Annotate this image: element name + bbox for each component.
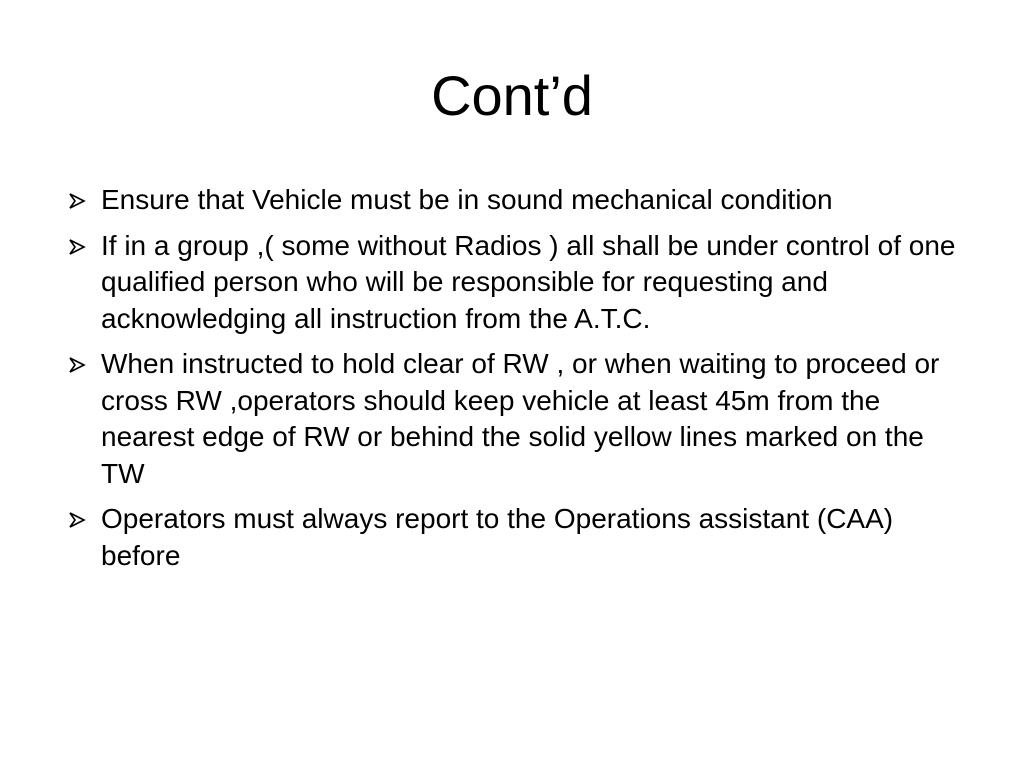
arrowhead-bullet-icon — [68, 238, 86, 256]
bullet-item — [68, 346, 968, 492]
bullet-text: When instructed to hold clear of RW , or when waiting to proceed or cross RW ,operators should keep vehicle at least 45m from the nearest edge of RW or behind the solid yellow lines marked on the TW — [101, 348, 940, 489]
bullet-item — [68, 501, 968, 574]
slide-title: Cont’d — [431, 64, 593, 127]
arrowhead-bullet-icon — [68, 192, 86, 210]
bullet-text: If in a group ,( some without Radios ) all shall be under control of one qualified person who will be responsible for requesting and acknowledging all instruction from the A.T.C. — [101, 229, 956, 334]
arrowhead-bullet-icon — [68, 356, 86, 374]
bullet-item — [68, 228, 968, 338]
bullet-list — [68, 182, 968, 583]
bullet-item — [68, 182, 968, 219]
arrowhead-bullet-icon — [68, 511, 86, 529]
bullet-text: Operators must always report to the Operations assistant (CAA) before — [101, 503, 894, 571]
bullet-text: Ensure that Vehicle must be in sound mechanical condition — [101, 184, 833, 215]
